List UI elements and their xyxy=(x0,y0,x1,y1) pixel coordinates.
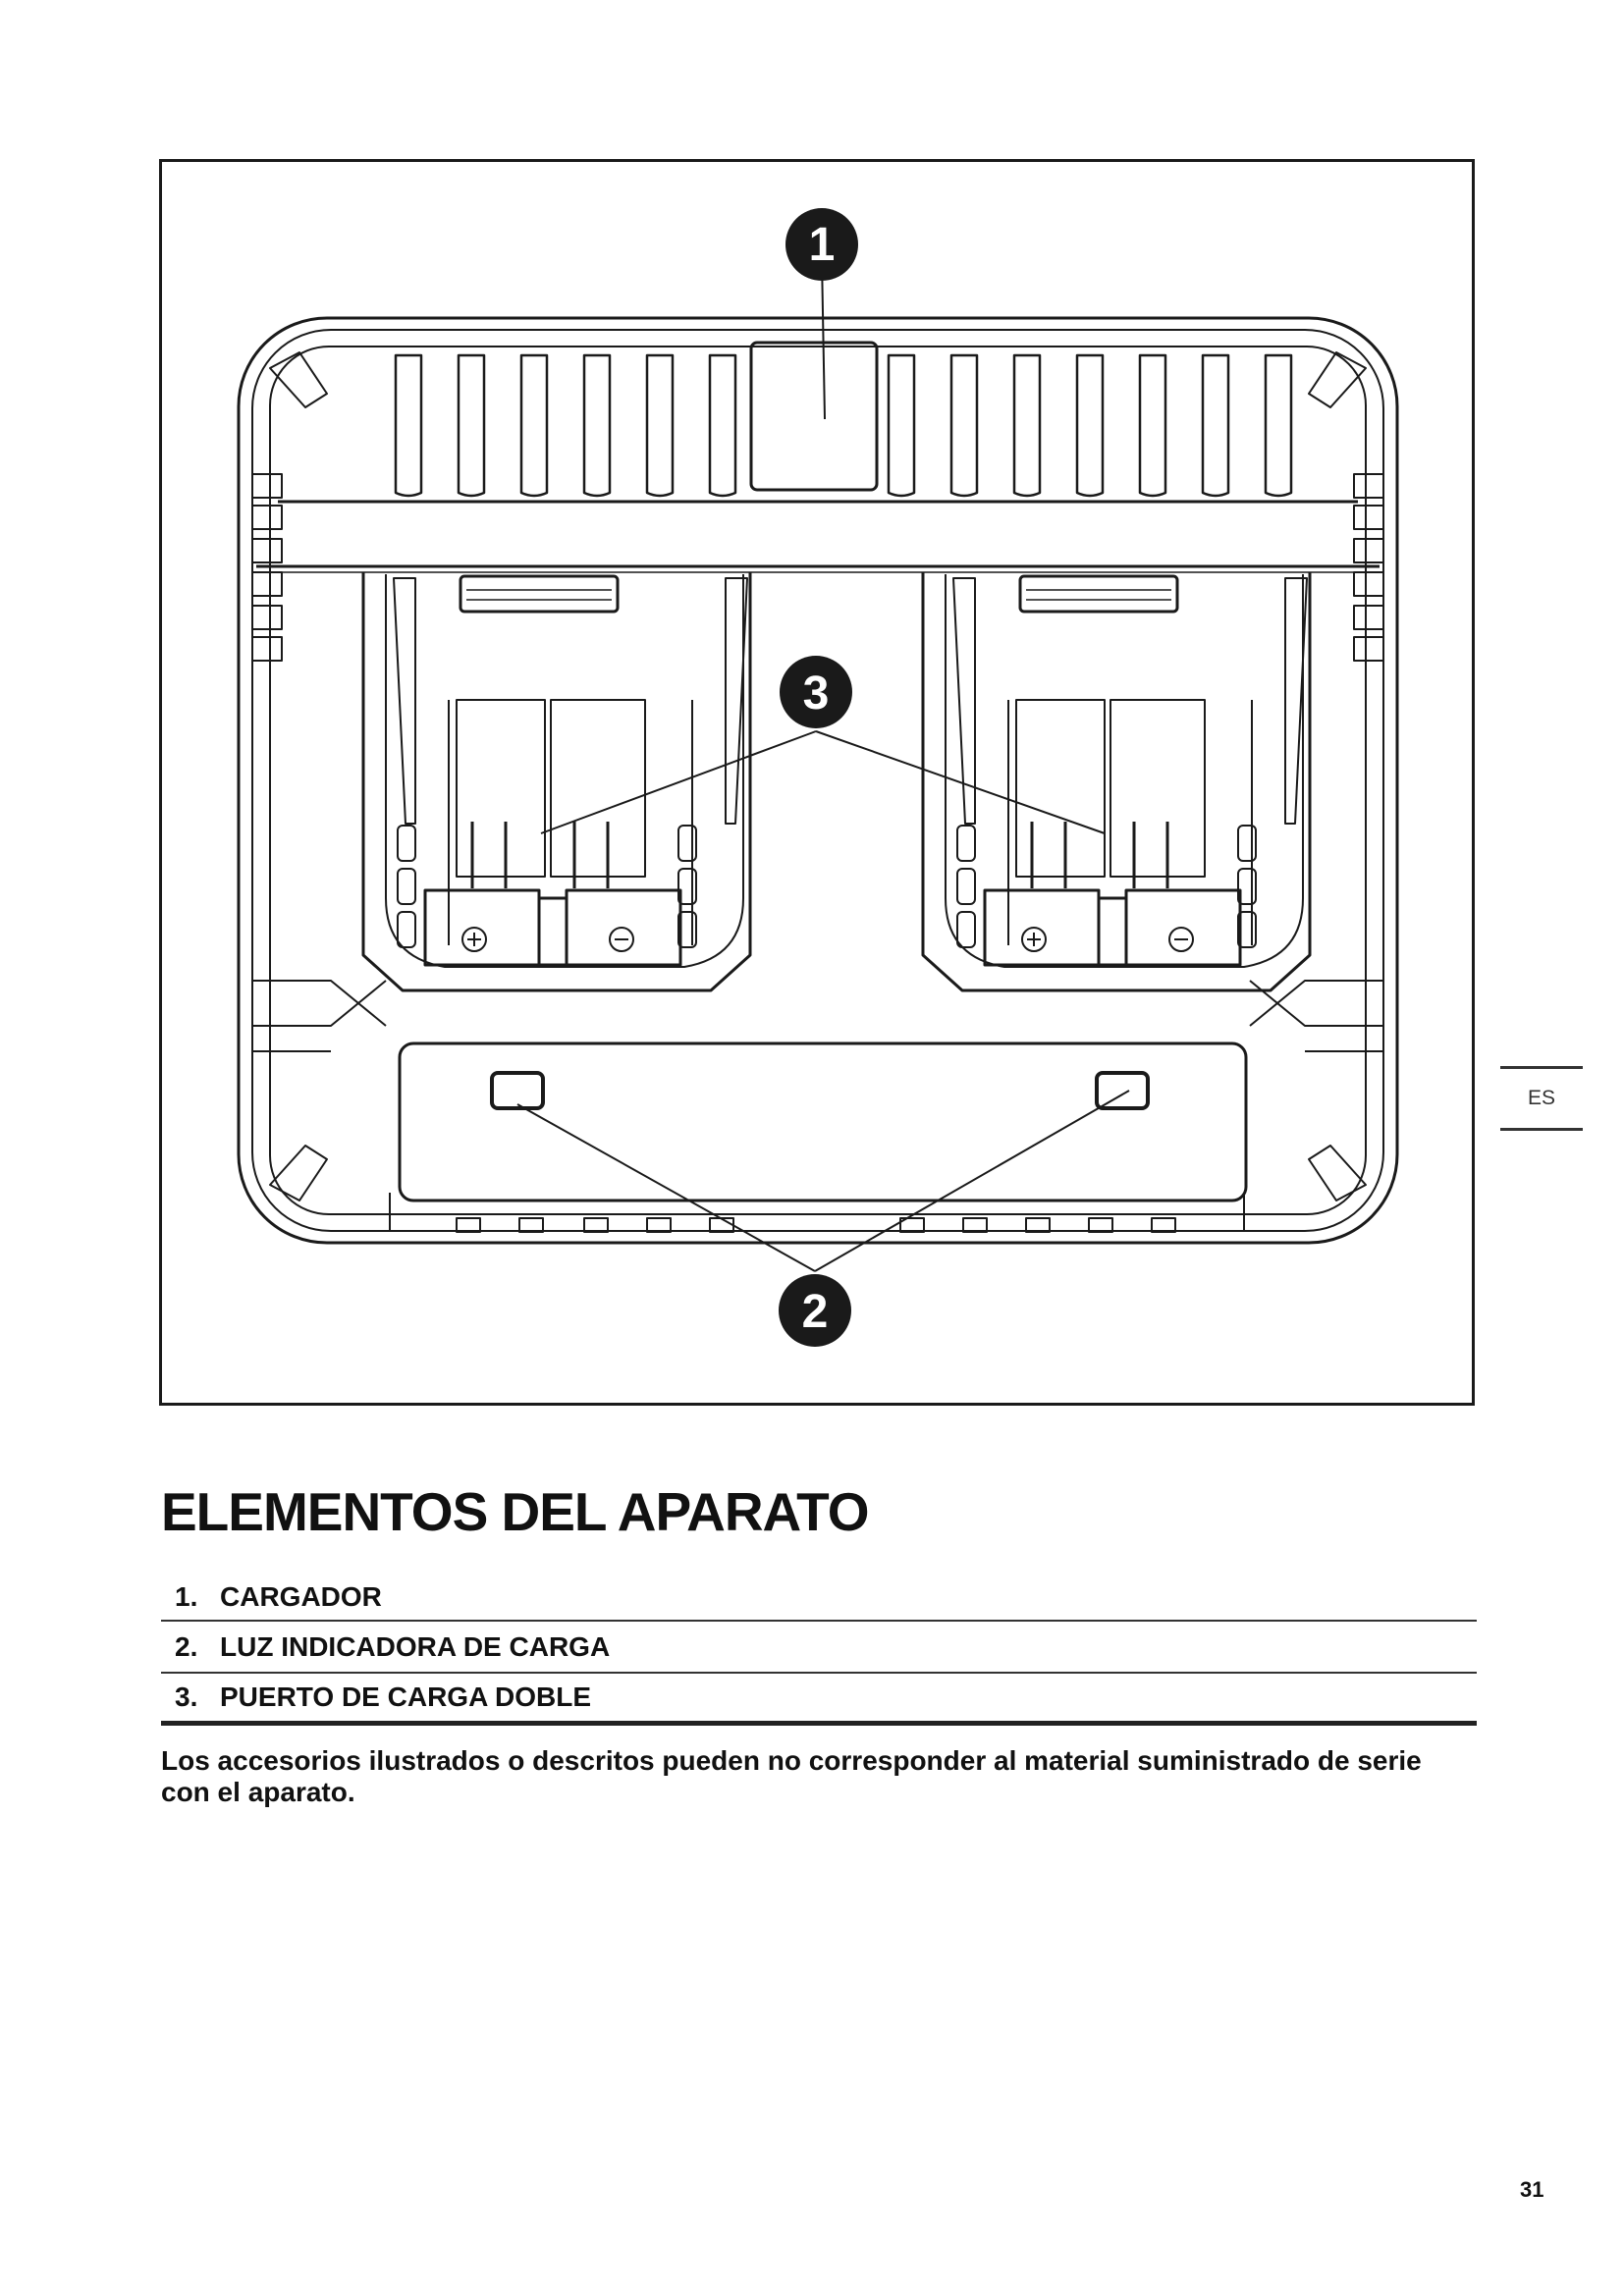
right-side-ridges xyxy=(1250,474,1383,1051)
corner-feet xyxy=(270,352,1366,1201)
part-number: 3. xyxy=(175,1682,198,1712)
left-indicator-light xyxy=(492,1073,543,1108)
callout-1-number: 1 xyxy=(808,219,836,271)
part-label: CARGADOR xyxy=(220,1581,382,1612)
part-label: PUERTO DE CARGA DOBLE xyxy=(220,1682,592,1712)
parts-list xyxy=(161,1575,1477,1726)
part-number: 1. xyxy=(175,1581,198,1612)
parts-list-item xyxy=(161,1622,1477,1674)
charger-face-outline xyxy=(270,347,1366,1214)
callout-3-number: 3 xyxy=(802,667,830,720)
charger-figure xyxy=(159,159,1475,1406)
indicator-panel xyxy=(400,1043,1246,1201)
callout-2-badge xyxy=(779,1274,851,1347)
part-number: 2. xyxy=(175,1630,198,1662)
callout-2-number: 2 xyxy=(801,1286,829,1338)
section-heading: ELEMENTOS DEL APARATO xyxy=(161,1481,869,1542)
right-charging-port xyxy=(923,572,1310,990)
page-number: 31 xyxy=(1520,2177,1544,2202)
left-side-ridges xyxy=(252,474,386,1051)
language-tab-bottom-rule xyxy=(1500,1128,1583,1131)
bottom-edge-tabs xyxy=(390,1193,1244,1232)
right-indicator-light xyxy=(1097,1073,1148,1108)
parts-list-item xyxy=(161,1674,1477,1726)
top-center-hub xyxy=(751,343,877,490)
parts-list-item xyxy=(161,1575,1477,1622)
top-vent-fins xyxy=(396,355,1291,496)
charger-outer-housing xyxy=(239,318,1397,1243)
part-label: LUZ INDICADORA DE CARGA xyxy=(220,1630,611,1662)
charger-diagram xyxy=(162,162,1472,1403)
callout-3-badge xyxy=(780,656,852,728)
language-tab-label: ES xyxy=(1527,1087,1555,1109)
callout-1-badge xyxy=(785,208,858,281)
left-charging-port xyxy=(363,572,750,990)
accessories-note: Los accesorios ilustrados o descritos pueden no corresponder al material suministrado de serie con el aparato. xyxy=(161,1745,1422,1808)
language-tab xyxy=(1500,1066,1583,1131)
